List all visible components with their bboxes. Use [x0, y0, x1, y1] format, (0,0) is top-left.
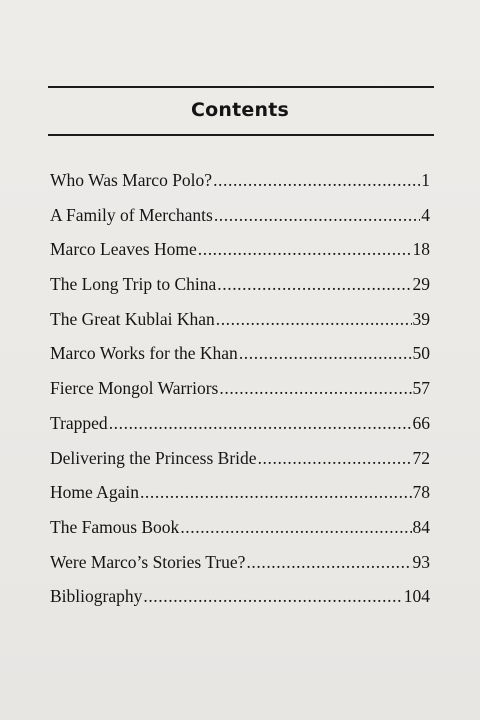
entry-title: Fierce Mongol Warriors [50, 378, 219, 399]
entry-title: A Family of Merchants [50, 204, 213, 225]
toc-entry [50, 413, 430, 448]
toc-entry [50, 309, 430, 344]
entry-title: The Great Kublai Khan [50, 308, 215, 329]
dot-leader [198, 239, 412, 260]
dot-leader [258, 448, 412, 469]
entry-title: Delivering the Princess Bride [50, 447, 257, 468]
toc-entry [50, 239, 430, 274]
toc-entry [50, 378, 430, 413]
toc-entry [50, 586, 430, 621]
entry-page-number: 29 [412, 274, 430, 295]
toc-entry [50, 482, 430, 517]
dot-leader [216, 309, 412, 330]
bottom-rule [48, 134, 434, 136]
toc-entry [50, 205, 430, 240]
entry-page-number: 72 [412, 447, 430, 468]
entry-page-number: 93 [412, 551, 430, 572]
entry-title: Bibliography [50, 586, 143, 607]
dot-leader [239, 343, 412, 364]
entry-page-number: 39 [412, 308, 430, 329]
entry-title: The Long Trip to China [50, 274, 217, 295]
toc-entry [50, 274, 430, 309]
entry-title: Marco Works for the Khan [50, 343, 238, 364]
entry-title: The Famous Book [50, 516, 180, 537]
entry-title: Home Again [50, 482, 139, 503]
toc-entry [50, 552, 430, 587]
dot-leader [219, 378, 411, 399]
dot-leader [109, 413, 412, 434]
top-rule [48, 86, 434, 88]
dot-leader [143, 586, 402, 607]
entry-page-number: 1 [421, 170, 430, 190]
entry-page-number: 57 [412, 378, 430, 399]
dot-leader [140, 482, 412, 503]
entry-page-number: 50 [412, 343, 430, 364]
dot-leader [180, 517, 411, 538]
entry-page-number: 78 [412, 482, 430, 503]
dot-leader [213, 170, 420, 191]
dot-leader [217, 274, 411, 295]
entry-page-number: 18 [412, 239, 430, 260]
entry-page-number: 66 [412, 412, 430, 433]
entry-title: Marco Leaves Home [50, 239, 197, 260]
contents-heading: Contents [190, 99, 289, 121]
entry-title: Who Was Marco Polo? [50, 170, 213, 190]
entry-title: Were Marco’s Stories True? [50, 551, 246, 572]
toc-entry [50, 517, 430, 552]
toc-entry [50, 448, 430, 483]
toc-entry [50, 170, 430, 205]
entry-page-number: 4 [421, 204, 430, 225]
table-of-contents [50, 170, 430, 621]
dot-leader [246, 552, 411, 573]
toc-entry [50, 343, 430, 378]
entry-page-number: 84 [412, 516, 430, 537]
entry-page-number: 104 [403, 586, 430, 607]
dot-leader [214, 205, 420, 226]
entry-title: Trapped [50, 412, 108, 433]
